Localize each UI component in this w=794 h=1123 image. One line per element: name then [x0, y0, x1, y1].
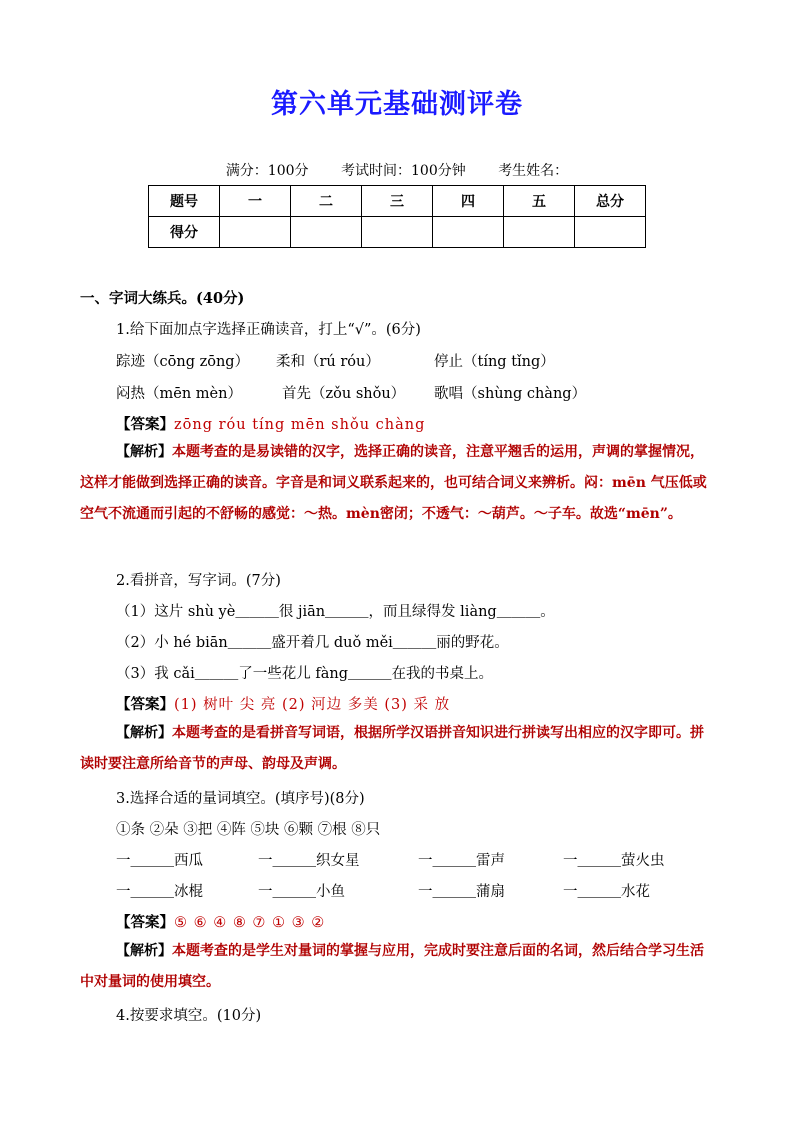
column-4: 四 [433, 186, 504, 217]
page-title: 第六单元基础测评卷 [271, 89, 523, 120]
analysis-text: 本题考查的是看拼音写词语，根据所学汉语拼音知识进行拼读写出相应的汉字即可。拼读时要注意所给音节的声母、韵母及声调。 [80, 725, 704, 772]
measure-word-blank: 一＿＿＿雷声 [418, 853, 505, 869]
question-1-prompt: 1.给下面加点字选择正确读音，打上“√”。(6分) [116, 322, 421, 338]
measure-word-blank: 一＿＿＿西瓜 [116, 853, 203, 869]
measure-word-blank: 一＿＿＿冰棍 [116, 884, 203, 900]
question-2-answer [116, 693, 450, 714]
question-2-line-2: （2）小 hé biān＿＿＿盛开着几 duǒ měi＿＿＿丽的野花。 [116, 635, 509, 651]
question-3-options: ①条 ②朵 ③把 ④阵 ⑤块 ⑥颗 ⑦根 ⑧只 [116, 822, 381, 838]
section-heading: 一、字词大练兵。(40分) [80, 290, 245, 307]
analysis-tag: 【解析】 [116, 725, 172, 741]
measure-word-blank: 一＿＿＿萤火虫 [563, 853, 665, 869]
question-1-answer [116, 413, 425, 434]
answer-tag: 【答案】 [116, 416, 174, 433]
column-2: 二 [291, 186, 362, 217]
option: 歌唱（shùng chàng） [434, 386, 587, 402]
column-1: 一 [220, 186, 291, 217]
score-cell [362, 217, 433, 248]
column-total: 总分 [575, 186, 646, 217]
full-score: 满分：100分 [225, 163, 309, 179]
analysis-tag: 【解析】 [116, 444, 172, 460]
question-3-row-2 [116, 880, 723, 901]
measure-word-blank: 一＿＿＿织女星 [258, 853, 360, 869]
option: 踪迹（cōng zōng） [116, 354, 250, 370]
question-3-prompt: 3.选择合适的量词填空。(填序号)(8分) [116, 791, 365, 807]
score-table-header-row [149, 186, 646, 217]
option: 柔和（rú róu） [276, 354, 380, 370]
score-cell [504, 217, 575, 248]
question-4-prompt: 4.按要求填空。(10分) [116, 1008, 262, 1024]
answer-value: ⑤ ⑥ ④ ⑧ ⑦ ① ③ ② [174, 915, 326, 931]
column-3: 三 [362, 186, 433, 217]
header-label: 题号 [149, 186, 220, 217]
option: 首先（zǒu shǒu） [282, 386, 406, 402]
score-cell [433, 217, 504, 248]
question-2-analysis [80, 718, 714, 780]
question-2-prompt: 2.看拼音，写字词。(7分) [116, 573, 281, 589]
measure-word-blank: 一＿＿＿水花 [563, 884, 650, 900]
exam-time: 考试时间：100分钟 [341, 163, 466, 179]
score-table [148, 185, 646, 248]
score-cell [575, 217, 646, 248]
question-1-row-1 [116, 350, 555, 371]
question-2-line-1: （1）这片 shù yè＿＿＿很 jiān＿＿＿，而且绿得发 liàng＿＿＿。 [116, 604, 555, 620]
score-cell [291, 217, 362, 248]
answer-tag: 【答案】 [116, 914, 174, 931]
question-3-analysis [80, 936, 714, 998]
measure-word-blank: 一＿＿＿蒲扇 [418, 884, 505, 900]
question-3-answer [116, 911, 325, 932]
row-label: 得分 [149, 217, 220, 248]
question-1-analysis [80, 437, 714, 530]
answer-value: zōng róu tíng mēn shǒu chàng [174, 417, 426, 433]
answer-value: (1) 树叶 尖 亮 (2) 河边 多美 (3) 采 放 [174, 697, 451, 713]
exam-info [0, 160, 794, 180]
question-2-line-3: （3）我 cǎi＿＿＿了一些花儿 fàng＿＿＿在我的书桌上。 [116, 666, 493, 682]
analysis-tag: 【解析】 [116, 943, 172, 959]
measure-word-blank: 一＿＿＿小鱼 [258, 884, 345, 900]
option: 停止（tíng tǐng） [434, 354, 555, 370]
score-table-score-row [149, 217, 646, 248]
option: 闷热（mēn mèn） [116, 386, 242, 402]
analysis-text: 本题考查的是易读错的汉字，选择正确的读音，注意平翘舌的运用，声调的掌握情况，这样才能做到选择正确的读音。字音是和词义联系起来的，也可结合词义来辨析。闷：mēn 气压低或空气不流通而引起的不舒畅的感觉：～热。mèn密闭；不透气：～葫芦。～子车。故选“mēn”。 [80, 444, 707, 522]
question-1-row-2 [116, 382, 586, 403]
column-5: 五 [504, 186, 575, 217]
answer-tag: 【答案】 [116, 696, 174, 713]
score-cell [220, 217, 291, 248]
question-3-row-1 [116, 849, 723, 870]
student-name-label: 考生姓名： [498, 163, 569, 179]
analysis-text: 本题考查的是学生对量词的掌握与应用，完成时要注意后面的名词，然后结合学习生活中对量词的使用填空。 [80, 943, 704, 990]
